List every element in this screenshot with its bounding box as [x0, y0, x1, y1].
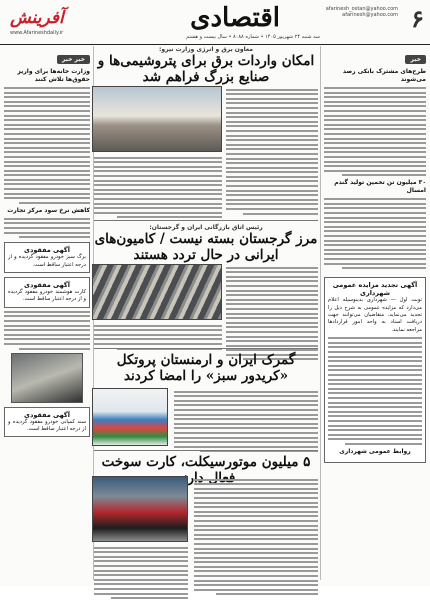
brief-headline: وزارت خانه‌ها برای واریز حقوق‌ها تلاش کنند [17, 68, 90, 83]
story-body [94, 544, 188, 602]
right-column [320, 46, 426, 580]
story-2 [94, 224, 318, 263]
story-kicker: معاون برق و انرژی وزارت نیرو: [158, 46, 253, 53]
story-headline: امکان واردات برق برای پتروشیمی‌ها و صنایع بزرگ فراهم شد [97, 53, 315, 85]
story-body [194, 476, 318, 598]
lost-notice-title: آگهی مفقودی [24, 246, 70, 255]
tender-notice [324, 277, 426, 463]
notice-title: آگهی تجدید مزایده عمومی شهرداری [332, 281, 418, 298]
story-headline: مرز گرجستان بسته نیست / کامیون‌های ایرانی در حال تردد هستند [94, 231, 318, 263]
left-column [4, 46, 94, 580]
brief-headline-2: ۳۰ میلیون تن تخمین تولید گندم امسال [334, 179, 426, 195]
notice-body: نوبت اول — شهرداری بدینوسیله اعلام می‌دارد که مزایده عمومی به شرح ذیل را تجدید می‌نماید. متقاضیان می‌توانند جهت دریافت اسناد به واحد امور قراردادها مراجعه نمایند. [328, 297, 422, 333]
story-body [94, 154, 222, 221]
story-body [174, 388, 318, 455]
notice-footer: روابط عمومی شهرداری [339, 447, 411, 455]
petrochemical-plant-photo [92, 86, 222, 152]
brief-headline-2: کاهش نرخ سود مرکز تجارت [7, 206, 90, 214]
divider [94, 450, 318, 451]
story-kicker: رئیس اتاق بازرگانی ایران و گرجستان: [149, 224, 263, 231]
news-tag: خبر [405, 55, 426, 64]
lost-notice-body: برگ سبز خودرو مفقود گردیده و از درجه اعتبار ساقط است. [8, 254, 86, 268]
lost-notice-2 [4, 277, 90, 308]
lost-notice-body: سند کمپانی خودرو مفقود گردیده و از درجه اعتبار ساقط است. [8, 418, 86, 432]
main-column [94, 46, 318, 580]
news-tag: خبر خبر [57, 55, 90, 64]
lost-notice-1 [4, 242, 90, 273]
story-body [226, 86, 318, 217]
story-3 [94, 352, 318, 384]
masthead [0, 0, 430, 45]
page-number: ۶ [411, 4, 424, 33]
portrait-photo [11, 353, 83, 403]
brief-body [324, 87, 426, 176]
motorcycles-photo [92, 476, 188, 542]
lost-notice-body: کارت هوشمند خودرو مفقود گردیده و از درجه اعتبار ساقط است. [8, 289, 86, 303]
brief-headline: طرح‌های مشترک بانکی رصد می‌شوند [342, 68, 426, 83]
section-title: اقتصادی [190, 3, 280, 33]
brief-body [4, 87, 90, 204]
email-address: afarinesh_ostan@yahoo.com [325, 6, 398, 12]
email-address-secondary: afarinesh@yahoo.com [342, 12, 398, 18]
story-1 [94, 46, 318, 85]
newspaper-logo: آفرینش [10, 8, 64, 28]
lost-notice-3 [4, 407, 90, 438]
divider [94, 348, 318, 349]
divider [94, 220, 318, 221]
lost-notice-title: آگهی مفقودی [24, 281, 70, 290]
story-headline: گمرک ایران و ارمنستان پروتکل «کریدور سبز» را امضا کردند [116, 352, 296, 384]
website-address: www.Afarineshdaily.ir [10, 30, 64, 36]
trucks-border-photo [92, 264, 222, 320]
story-headline: ۵ میلیون موتورسیکلت، کارت سوخت دارند [101, 454, 311, 486]
flags-photo [92, 388, 168, 446]
brief-body-2 [324, 198, 426, 269]
brief-body-2 [4, 218, 90, 238]
dateline: سه شنبه ۲۴ شهریور ۱۴۰۵ • شماره ۸۰۸۸ • سال بیست و هشتم [186, 34, 320, 40]
lost-notice-title: آگهی مفقودی [24, 410, 70, 419]
